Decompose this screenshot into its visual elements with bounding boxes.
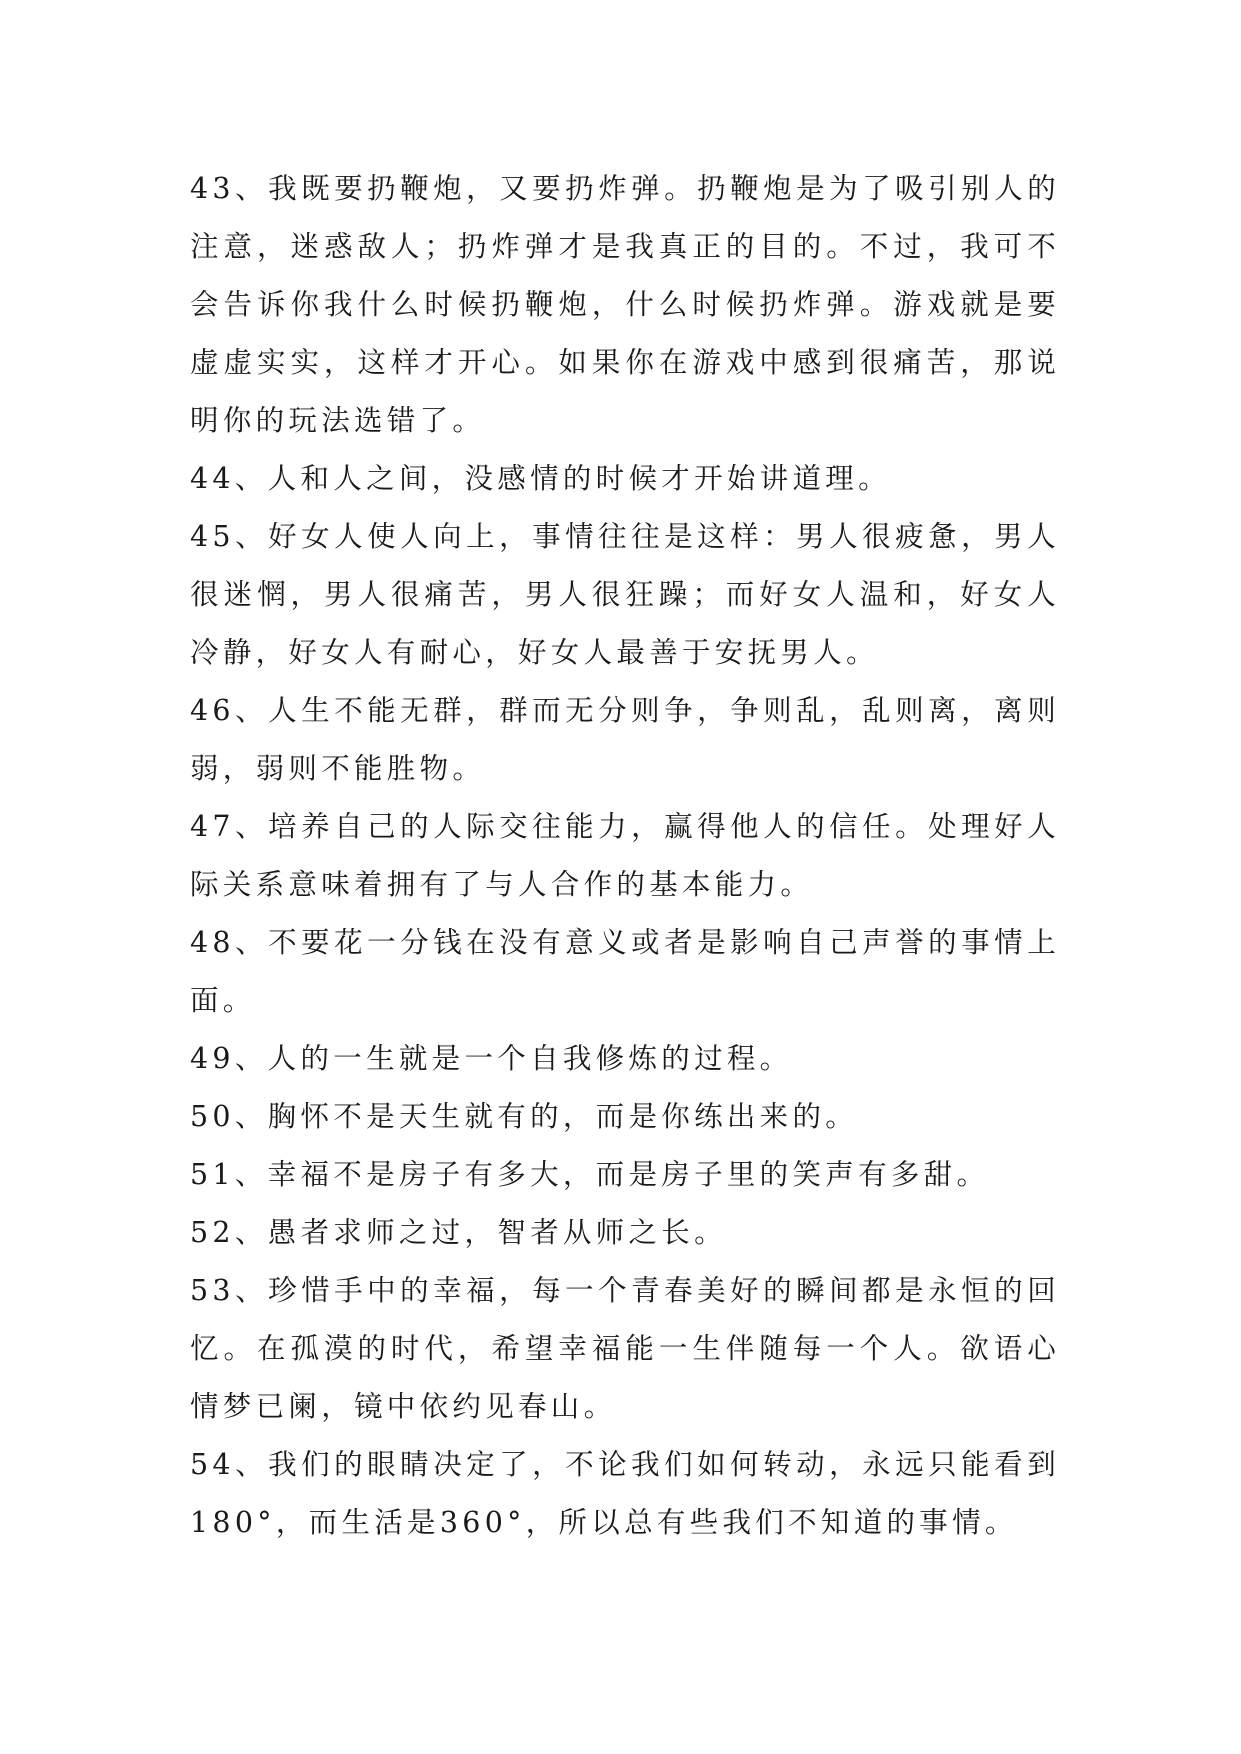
quote-paragraph-48: 48、不要花一分钱在没有意义或者是影响自己声誉的事情上面。 bbox=[190, 926, 1060, 1017]
quote-paragraph-50: 50、胸怀不是天生就有的，而是你练出来的。 bbox=[190, 1100, 859, 1133]
quote-paragraph-44: 44、人和人之间，没感情的时候才开始讲道理。 bbox=[190, 462, 891, 495]
document-body bbox=[190, 160, 1060, 1552]
quote-paragraph-45: 45、好女人使人向上，事情往往是这样：男人很疲惫，男人很迷惘，男人很痛苦，男人很狂躁；而好女人温和，好女人冷静，好女人有耐心，好女人最善于安抚男人。 bbox=[190, 520, 1060, 669]
quote-paragraph-53: 53、珍惜手中的幸福，每一个青春美好的瞬间都是永恒的回忆。在孤漠的时代，希望幸福能一生伴随每一个人。欲语心情梦已阑，镜中依约见春山。 bbox=[190, 1274, 1060, 1423]
quote-paragraph-47: 47、培养自己的人际交往能力，赢得他人的信任。处理好人际关系意味着拥有了与人合作的基本能力。 bbox=[190, 810, 1060, 901]
quote-paragraph-54: 54、我们的眼睛决定了，不论我们如何转动，永远只能看到180°，而生活是360°，所以总有些我们不知道的事情。 bbox=[190, 1448, 1060, 1539]
quote-paragraph-49: 49、人的一生就是一个自我修炼的过程。 bbox=[190, 1042, 793, 1075]
quote-paragraph-43: 43、我既要扔鞭炮，又要扔炸弹。扔鞭炮是为了吸引别人的注意，迷惑敌人；扔炸弹才是我真正的目的。不过，我可不会告诉你我什么时候扔鞭炮，什么时候扔炸弹。游戏就是要虚虚实实，这样才开心。如果你在游戏中感到很痛苦，那说明你的玩法选错了。 bbox=[190, 172, 1060, 437]
quote-paragraph-51: 51、幸福不是房子有多大，而是房子里的笑声有多甜。 bbox=[190, 1158, 990, 1191]
quote-paragraph-46: 46、人生不能无群，群而无分则争，争则乱，乱则离，离则弱，弱则不能胜物。 bbox=[190, 694, 1060, 785]
quote-paragraph-52: 52、愚者求师之过，智者从师之长。 bbox=[190, 1216, 727, 1249]
